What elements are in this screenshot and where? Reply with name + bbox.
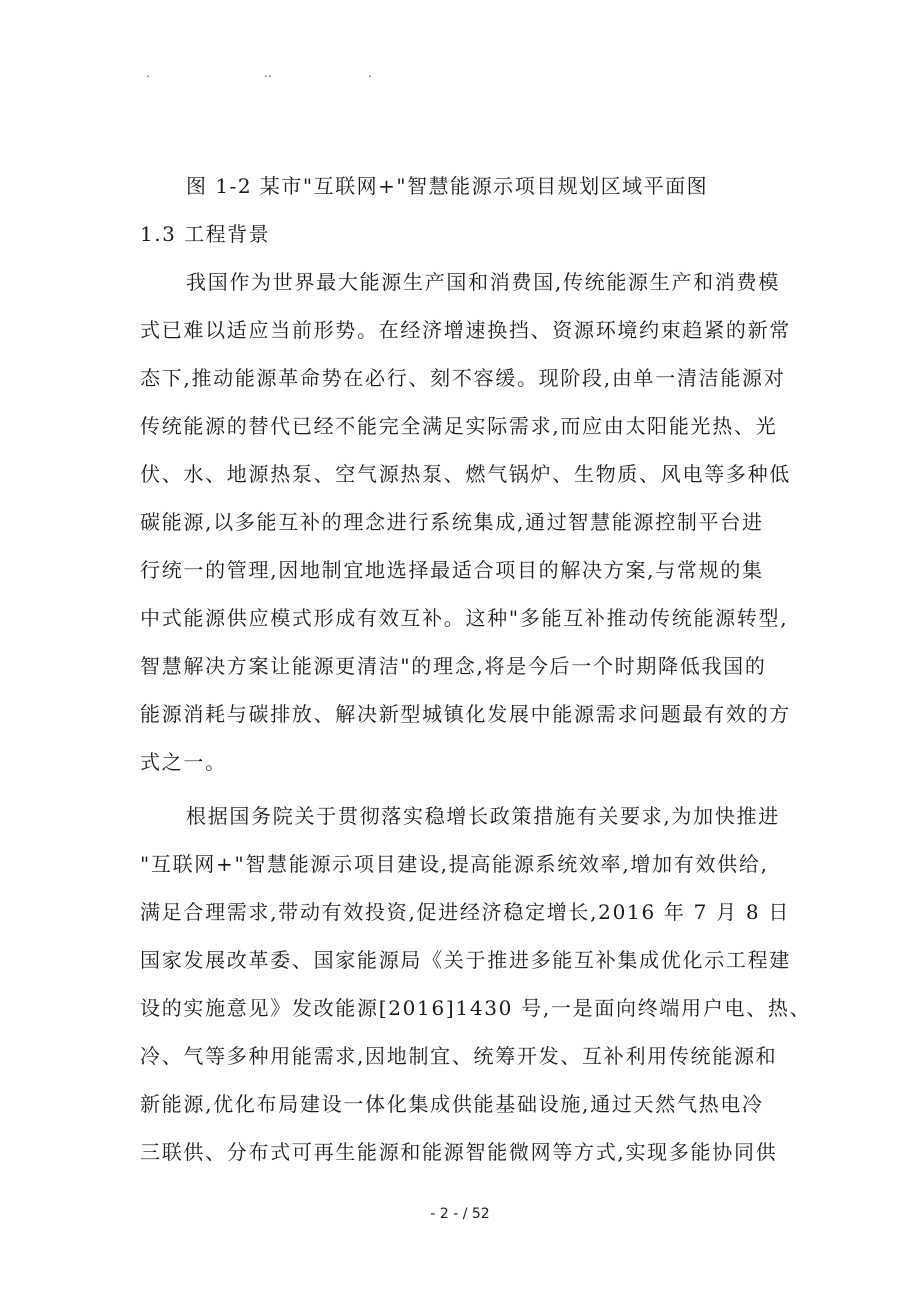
header-mark: . — [368, 66, 372, 80]
paragraph-line: 智慧解决方案让能源更清洁"的理念,将是今后一个时期降低我国的 — [140, 654, 767, 678]
paragraph-line: 行统一的管理,因地制宜地选择最适合项目的解决方案,与常规的集 — [140, 558, 764, 582]
paragraph-line: 满足合理需求,带动有效投资,促进经济稳定增长,2016 年 7 月 8 日 — [140, 900, 791, 924]
paragraph-line: 中式能源供应模式形成有效互补。这种"多能互补推动传统能源转型, — [140, 606, 789, 630]
paragraph-line: 态下,推动能源革命势在必行、刻不容缓。现阶段,由单一清洁能源对 — [140, 366, 786, 390]
section-heading: 1.3 工程背景 — [140, 222, 271, 246]
paragraph-line: 碳能源,以多能互补的理念进行系统集成,通过智慧能源控制平台进 — [140, 510, 764, 534]
paragraph-line: 三联供、分布式可再生能源和能源智能微网等方式,实现多能协同供 — [140, 1140, 778, 1164]
paragraph-line: 冷、气等多种用能需求,因地制宜、统筹开发、互补利用传统能源和 — [140, 1044, 778, 1068]
paragraph-line: 我国作为世界最大能源生产国和消费国,传统能源生产和消费模 — [186, 270, 780, 294]
page-number: - 2 - / 52 — [430, 1206, 490, 1222]
paragraph-line: 国家发展改革委、国家能源局《关于推进多能互补集成优化示工程建 — [140, 948, 791, 972]
header-mark: .. — [264, 66, 272, 80]
paragraph-line: 根据国务院关于贯彻落实稳增长政策措施有关要求,为加快推进 — [186, 804, 780, 828]
paragraph-line: 设的实施意见》发改能源[2016]1430 号,一是面向终端用户电、热、 — [140, 996, 812, 1020]
paragraph-line: "互联网+"智慧能源示项目建设,提高能源系统效率,增加有效供给, — [140, 852, 769, 876]
paragraph-line: 式已难以适应当前形势。在经济增速换挡、资源环境约束趋紧的新常 — [140, 318, 791, 342]
figure-caption: 图 1-2 某市"互联网+"智慧能源示项目规划区域平面图 — [186, 174, 709, 198]
paragraph-line: 式之一。 — [140, 750, 227, 774]
paragraph-line: 能源消耗与碳排放、解决新型城镇化发展中能源需求问题最有效的方 — [140, 702, 791, 726]
paragraph-line: 新能源,优化布局建设一体化集成供能基础设施,通过天然气热电冷 — [140, 1092, 764, 1116]
paragraph-line: 传统能源的替代已经不能完全满足实际需求,而应由太阳能光热、光 — [140, 414, 778, 438]
header-marks — [140, 66, 380, 82]
header-mark: . — [146, 66, 150, 80]
paragraph-line: 伏、水、地源热泵、空气源热泵、燃气锅炉、生物质、风电等多种低 — [140, 462, 791, 486]
